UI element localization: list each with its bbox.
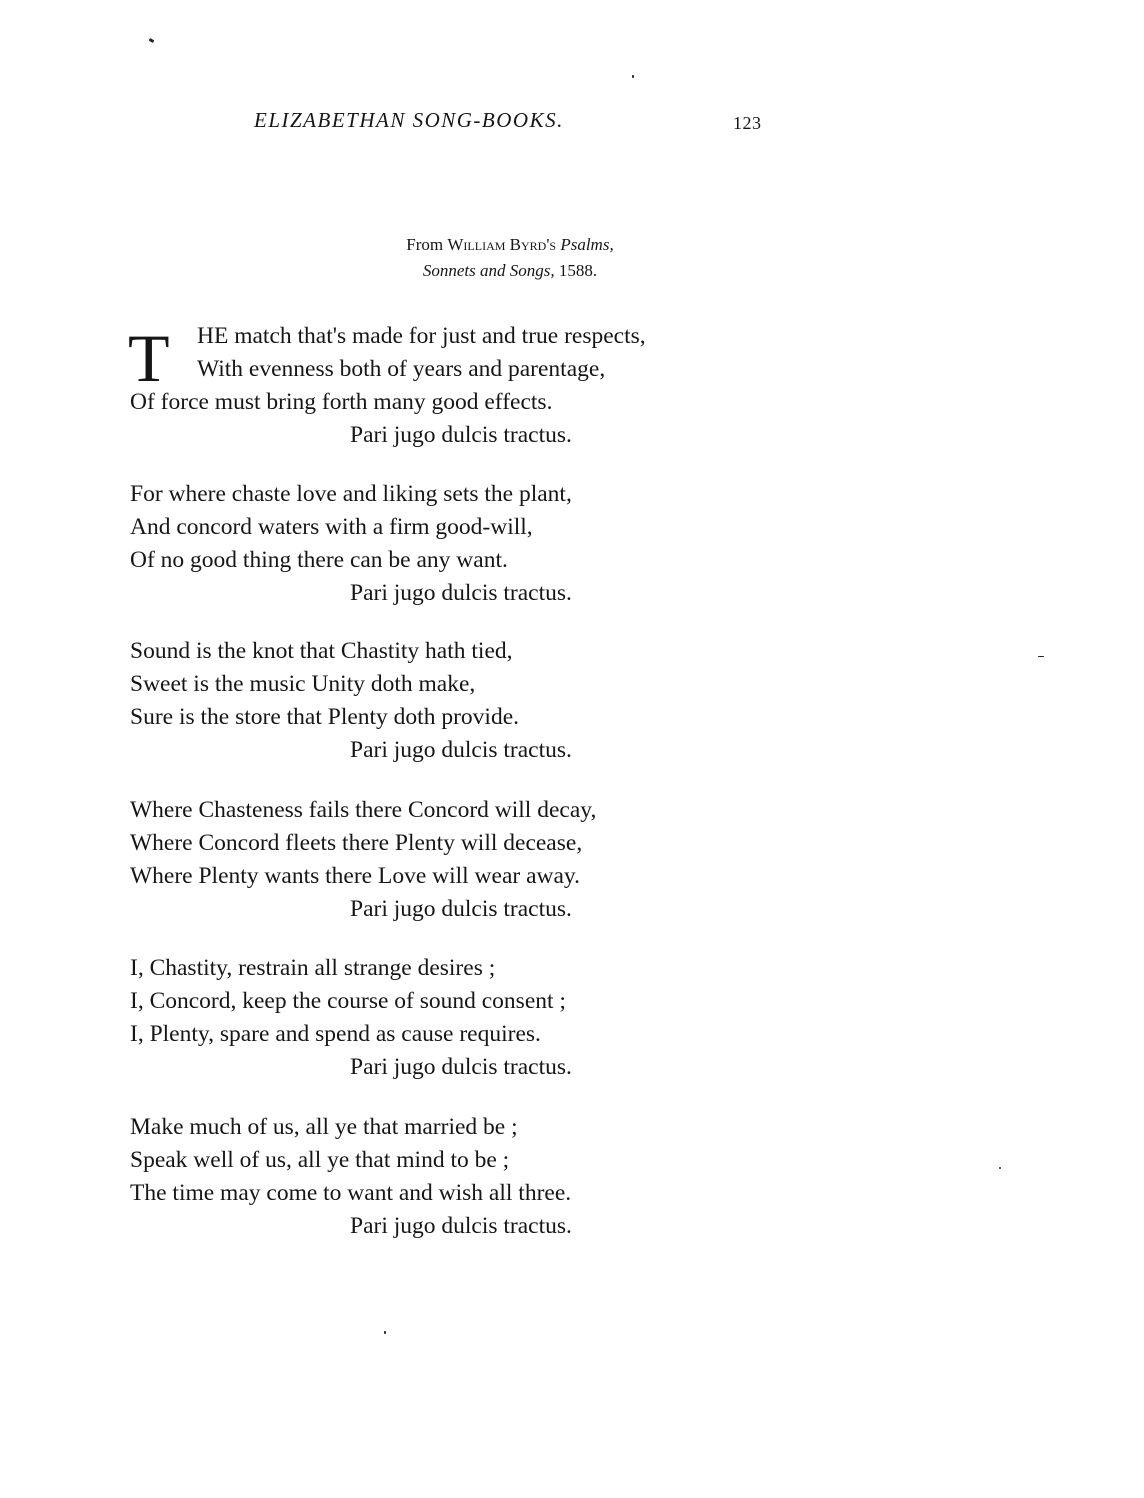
poem-line: The time may come to want and wish all three. bbox=[130, 1180, 572, 1206]
poem-line: Sweet is the music Unity doth make, bbox=[130, 671, 476, 697]
poem-line: Of no good thing there can be any want. bbox=[130, 547, 508, 573]
source-title-part2: Sonnets and Songs, bbox=[422, 261, 555, 280]
source-title-part1: Psalms, bbox=[560, 235, 614, 254]
poem-refrain: Pari jugo dulcis tractus. bbox=[350, 580, 572, 606]
poem-line: Where Chasteness fails there Concord will decay, bbox=[130, 797, 597, 823]
poem-refrain: Pari jugo dulcis tractus. bbox=[350, 422, 572, 448]
poem-line: Make much of us, all ye that married be ; bbox=[130, 1114, 518, 1140]
poem-line: Speak well of us, all ye that mind to be ; bbox=[130, 1147, 510, 1173]
poem-line: Of force must bring forth many good effects. bbox=[130, 389, 553, 415]
scan-speck bbox=[384, 1331, 386, 1334]
poem-refrain: Pari jugo dulcis tractus. bbox=[350, 1213, 572, 1239]
poem-refrain: Pari jugo dulcis tractus. bbox=[350, 896, 572, 922]
drop-cap: T bbox=[128, 320, 170, 396]
poem-line: I, Concord, keep the course of sound consent ; bbox=[130, 988, 566, 1014]
poem-line: I, Plenty, spare and spend as cause requires. bbox=[130, 1021, 541, 1047]
poem-line: Where Plenty wants there Love will wear away. bbox=[130, 863, 581, 889]
poem-line: And concord waters with a firm good-will, bbox=[130, 514, 533, 540]
source-author: William Byrd's bbox=[447, 235, 557, 254]
poem-line: HE match that's made for just and true respects, bbox=[197, 323, 646, 349]
running-head: ELIZABETHAN SONG-BOOKS. bbox=[254, 108, 564, 132]
poem-refrain: Pari jugo dulcis tractus. bbox=[350, 1054, 572, 1080]
page-number: 123 bbox=[733, 113, 762, 133]
poem-line: For where chaste love and liking sets the plant, bbox=[130, 481, 572, 507]
scan-speck bbox=[149, 38, 155, 43]
poem-refrain: Pari jugo dulcis tractus. bbox=[350, 737, 572, 763]
poem-line: I, Chastity, restrain all strange desires ; bbox=[130, 955, 496, 981]
source-prefix: From bbox=[406, 235, 448, 254]
scan-speck bbox=[1038, 656, 1044, 657]
scan-speck bbox=[999, 1167, 1001, 1169]
scan-speck bbox=[632, 75, 634, 78]
source-year: 1588. bbox=[558, 261, 598, 280]
poem-line: Sound is the knot that Chastity hath tied, bbox=[130, 638, 513, 664]
poem-line: With evenness both of years and parentage, bbox=[197, 356, 606, 382]
source-attribution bbox=[300, 232, 720, 284]
poem-line: Where Concord fleets there Plenty will decease, bbox=[130, 830, 583, 856]
poem-line: Sure is the store that Plenty doth provide. bbox=[130, 704, 520, 730]
